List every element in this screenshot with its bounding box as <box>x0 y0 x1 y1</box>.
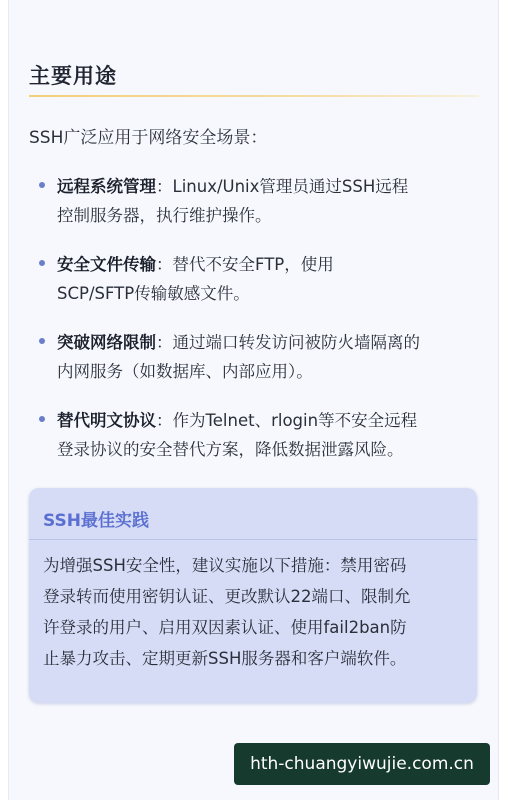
best-practice-box <box>29 488 477 703</box>
list-item-text: 替代不安全FTP，使用 <box>172 255 334 274</box>
best-practice-body <box>43 550 468 674</box>
list-item-text: 控制服务器，执行维护操作。 <box>57 206 272 225</box>
content-card <box>8 0 499 800</box>
list-item-sep: ： <box>156 177 173 196</box>
best-practice-line: 许登录的用户、启用双因素认证、使用fail2ban防 <box>43 618 407 637</box>
watermark-badge: hth-chuangyiwujie.com.cn <box>234 743 490 785</box>
bullet-dot-icon <box>39 338 45 344</box>
list-item-text: Linux/Unix管理员通过SSH远程 <box>172 177 409 196</box>
list-item <box>29 172 484 230</box>
list-item-text: 内网服务（如数据库、内部应用）。 <box>57 362 313 381</box>
list-item-text: 通过端口转发访问被防火墙隔离的 <box>172 333 420 352</box>
list-item-term: 突破网络限制 <box>57 333 156 352</box>
list-item <box>29 250 484 308</box>
title-underline <box>29 95 479 97</box>
uses-list <box>29 172 484 464</box>
list-item-term: 安全文件传输 <box>57 255 156 274</box>
bullet-dot-icon <box>39 416 45 422</box>
bullet-dot-icon <box>39 182 45 188</box>
list-item-text: 作为Telnet、rlogin等不安全远程 <box>172 411 418 430</box>
best-practice-line: 止暴力攻击、定期更新SSH服务器和客户端软件。 <box>43 649 407 668</box>
best-practice-line: 登录转而使用密钥认证、更改默认22端口、限制允 <box>43 587 411 606</box>
list-item-term: 替代明文协议 <box>57 411 156 430</box>
list-item-text: SCP/SFTP传输敏感文件。 <box>57 284 250 303</box>
list-item-sep: ： <box>156 333 173 352</box>
list-item-sep: ： <box>156 411 173 430</box>
best-practice-title: SSH最佳实践 <box>43 511 149 531</box>
list-item-term: 远程系统管理 <box>57 177 156 196</box>
best-practice-line: 为增强SSH安全性，建议实施以下措施：禁用密码 <box>43 556 407 575</box>
bullet-dot-icon <box>39 260 45 266</box>
list-item <box>29 406 484 464</box>
list-item-sep: ： <box>156 255 173 274</box>
best-practice-divider <box>29 539 477 540</box>
list-item-text: 登录协议的安全替代方案，降低数据泄露风险。 <box>57 440 404 459</box>
list-item <box>29 328 484 386</box>
section-title: 主要用途 <box>29 64 117 88</box>
section-intro: SSH广泛应用于网络安全场景： <box>29 128 268 148</box>
